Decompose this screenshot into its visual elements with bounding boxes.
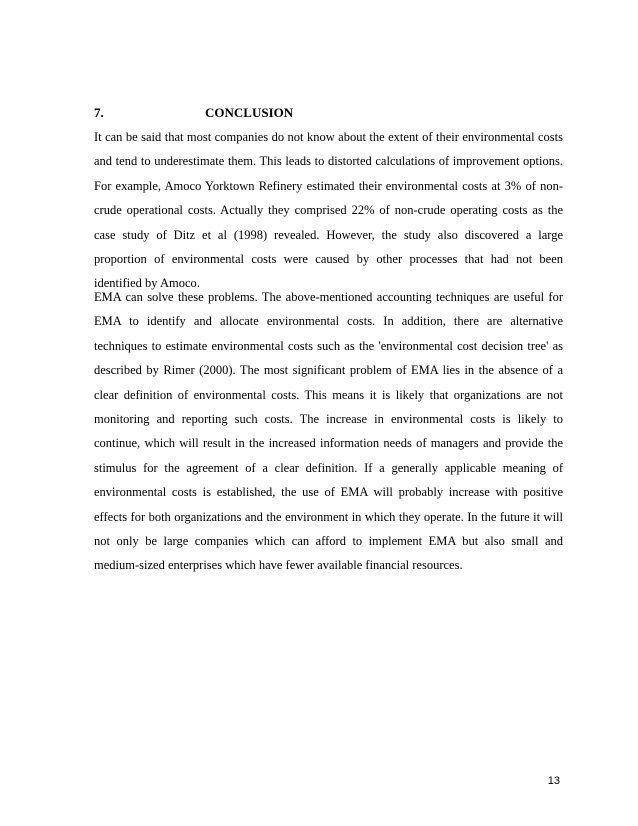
page-number: 13 (547, 775, 560, 787)
section-title: CONCLUSION (205, 105, 294, 120)
paragraph-1: It can be said that most companies do not know about the extent of their environmental costs and tend to underestimate them. This leads to distorted calculations of improvement options. For example, Amoco Yorktown Refinery estimated their environmental costs at 3% of non-crude operational costs. Actually they comprised 22% of non-crude operating costs as the case study of Ditz et al (1998) revealed. However, the study also discovered a large proportion of environmental costs were caused by other processes that had not been identified by Amoco. (94, 130, 563, 291)
section-number: 7. (94, 105, 104, 120)
section-heading (94, 104, 544, 122)
paragraph-2: EMA can solve these problems. The above-mentioned accounting techniques are useful for EMA to identify and allocate environmental costs. In addition, there are alternative techniques to estimate environmental costs such as the 'environmental cost decision tree' as described by Rimer (2000). The most significant problem of EMA lies in the absence of a clear definition of environmental costs. This means it is likely that organizations are not monitoring and reporting such costs. The increase in environmental costs is likely to continue, which will result in the increased information needs of managers and provide the stimulus for the agreement of a clear definition. If a generally applicable meaning of environmental costs is established, the use of EMA will probably increase with positive effects for both organizations and the environment in which they operate. In the future it will not only be large companies which can afford to implement EMA but also small and medium-sized enterprises which have fewer available financial resources. (94, 290, 563, 573)
